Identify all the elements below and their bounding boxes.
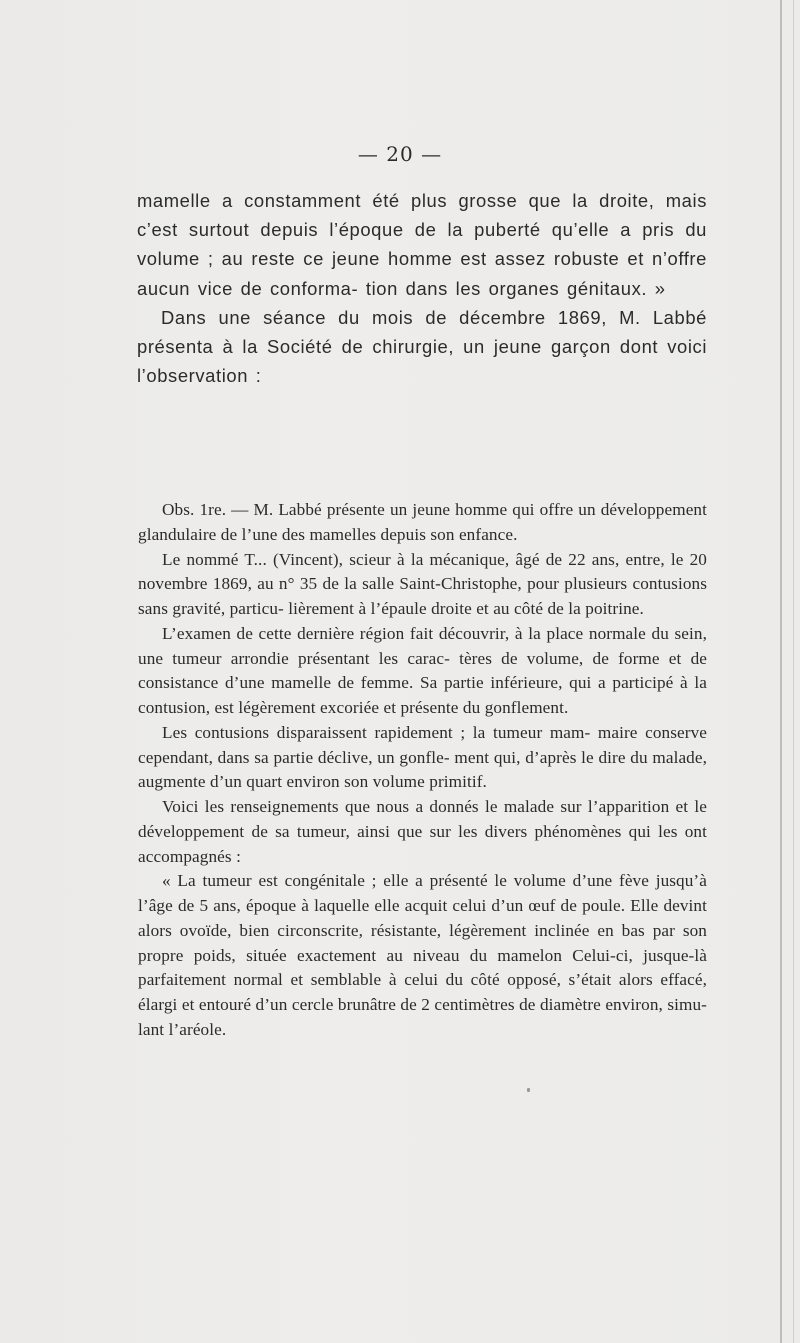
page-edge-line	[793, 0, 794, 1343]
lead-paragraph-seance: Dans une séance du mois de décembre 1869, M. Labbé présenta à la Société de chirurgie, un jeune garçon dont voici l’observation :	[137, 306, 707, 387]
page-edge-shadow	[780, 0, 782, 1343]
page-number: — 20 —	[357, 142, 443, 166]
observation-title-paragraph: Obs. 1re. — M. Labbé présente un jeune homme qui offre un développement glandulaire de l’une des mamelles depuis son enfance.	[138, 500, 707, 544]
observation-paragraph-citation: « La tumeur est congénitale ; elle a présenté le volume d’une fève jusqu’à l’âge de 5 ans, époque à laquelle elle acquit celui d’un œuf de poule. Elle devint alors ovoïde, bien circonscrite, résistante, légèrement inclinée en bas par son propre poids, située exactement au niveau du mamelon Celui-ci, jusque-là parfaitement normal et semblable à celui du côté opposé, s’était alors effacé, élargi et entouré d’un cercle brunâtre de 2 centimètres de diamètre environ, simu- lant l’aréole.	[138, 871, 707, 1039]
observation-paragraph-patient: Le nommé T... (Vincent), scieur à la mécanique, âgé de 22 ans, entre, le 20 novembre 1869, au n° 35 de la salle Saint-Christophe, pour plusieurs contusions sans gravité, particu- lièrement à l’épaule droite et au côté de la poitrine.	[138, 549, 707, 618]
observation-text-block	[138, 498, 707, 1043]
observation-paragraph-renseignements: Voici les renseignements que nous a donnés le malade sur l’apparition et le développement de sa tumeur, ainsi que sur les divers phénomènes qui les ont accompagnés :	[138, 797, 707, 866]
observation-paragraph-examen: L’examen de cette dernière région fait découvrir, à la place normale du sein, une tumeur arrondie présentant les carac- tères de volume, de forme et de consistance d’une mamelle de femme. Sa partie inférieure, qui a participé à la contusion, est légèrement excoriée et présente du gonflement.	[138, 623, 707, 717]
paper-speck	[527, 1088, 530, 1092]
observation-paragraph-contusions: Les contusions disparaissent rapidement ; la tumeur mam- maire conserve cependant, dans sa partie déclive, un gonfle- ment qui, d’après le dire du malade, augmente d’un quart environ son volume primitif.	[138, 722, 707, 792]
lead-paragraph-continuation: mamelle a constamment été plus grosse que la droite, mais c’est surtout depuis l’époque de la puberté qu’elle a pris du volume ; au reste ce jeune homme est assez robuste et n’offre aucun vice de conforma- tion dans les organes génitaux. »	[137, 190, 707, 299]
lead-text-block	[137, 186, 707, 390]
